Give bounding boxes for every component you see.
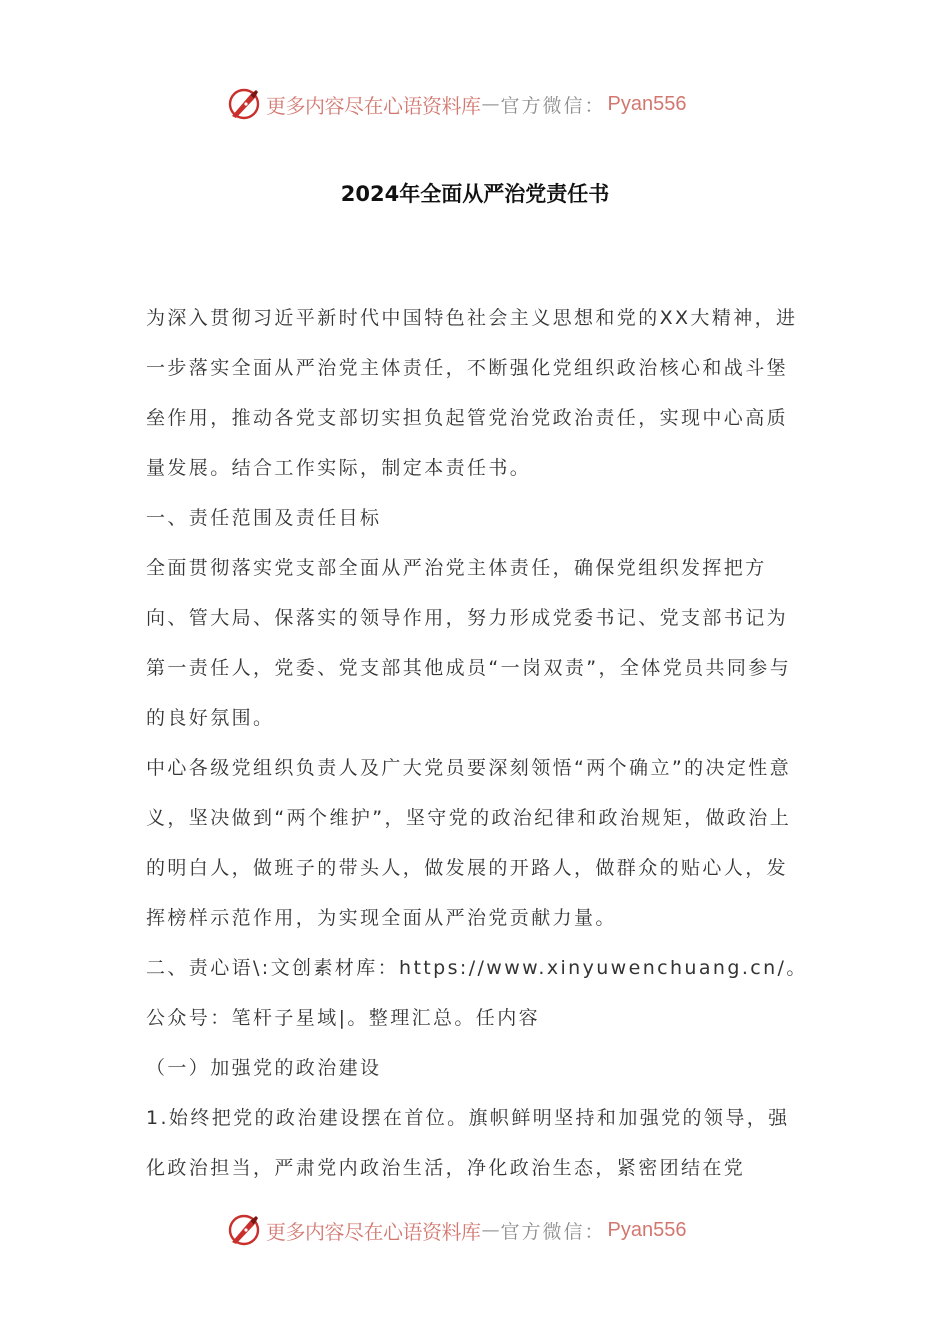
banner-dash: — — [481, 1219, 500, 1241]
banner-slogan: 更多内容尽在心语资料库 — [266, 93, 481, 118]
banner-wechat-id: Pyan556 — [607, 92, 687, 115]
banner-wechat-label: 官方微信： — [500, 1220, 606, 1243]
document-title: 2024年全面从严治党责任书 — [340, 182, 610, 206]
banner-wechat-id: Pyan556 — [607, 1218, 687, 1241]
section-heading-2: 二、责心语\:文创素材库：https://www.xinyuwenchuang.cn/。公众号：笔杆子星域|。整理汇总。任内容 — [146, 957, 808, 1029]
body-paragraph: 中心各级党组织负责人及广大党员要深刻领悟“两个确立”的决定性意义，坚决做到“两个维护”，坚守党的政治纪律和政治规矩，做政治上的明白人，做班子的带头人，做发展的开路人，做群众的贴心人，发挥榜样示范作用，为实现全面从严治党贡献力量。 — [146, 757, 792, 929]
banner-wechat-label: 官方微信： — [500, 94, 606, 117]
banner-slogan: 更多内容尽在心语资料库 — [266, 1219, 481, 1244]
header-watermark-banner — [226, 84, 746, 124]
section-heading-1: 一、责任范围及责任目标 — [146, 507, 382, 529]
subsection-heading: （一）加强党的政治建设 — [146, 1057, 382, 1079]
document-body — [146, 293, 808, 1193]
footer-watermark-banner — [226, 1210, 746, 1250]
intro-paragraph: 为深入贯彻习近平新时代中国特色社会主义思想和党的XX大精神，进一步落实全面从严治党主体责任，不断强化党组织政治核心和战斗堡垒作用，推动各党支部切实担负起管党治党政治责任，实现中心高质量发展。结合工作实际，制定本责任书。 — [146, 307, 798, 479]
body-paragraph: 全面贯彻落实党支部全面从严治党主体责任，确保党组织发挥把方向、管大局、保落实的领导作用，努力形成党委书记、党支部书记为第一责任人，党委、党支部其他成员“一岗双责”，全体党员共同参与的良好氛围。 — [146, 557, 792, 729]
pen-nib-circle-icon — [226, 1212, 262, 1248]
banner-dash: — — [481, 93, 500, 115]
body-paragraph: 1.始终把党的政治建设摆在首位。旗帜鲜明坚持和加强党的领导，强化政治担当，严肃党内政治生活，净化政治生态，紧密团结在党 — [146, 1107, 790, 1179]
pen-nib-circle-icon — [226, 86, 262, 122]
